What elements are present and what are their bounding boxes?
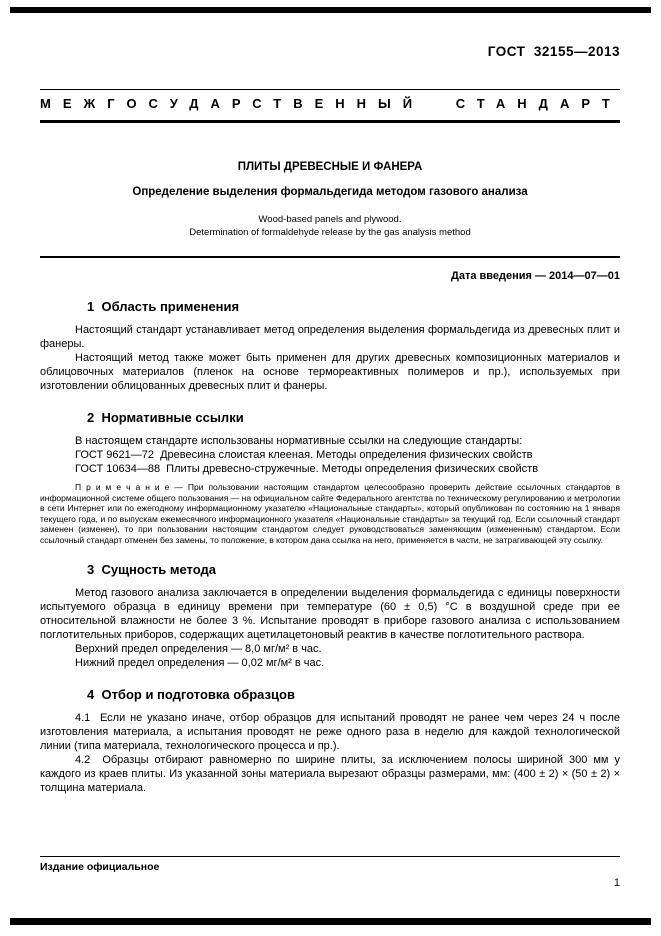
section-4-paragraph: 4.2 Образцы отбирают равномерно по ширине плиты, за исключением полосы шириной 300 мм у каждого из краев плиты. Из указанной зоны материала вырезают образцы размерами, мм: (400 ± 2) × (50 ± 2) × толщина материала. [40, 754, 620, 794]
title-method: Определение выделения формальдегида методом газового анализа [132, 186, 528, 198]
upper-limit-line: Верхний предел определения — 8,0 мг/м² в час. [75, 643, 322, 655]
top-rule-bar [10, 7, 651, 13]
section-1-paragraph: Настоящий стандарт устанавливает метод определения выделения формальдегида из древесных плит и фанеры. [40, 324, 620, 350]
normative-reference: ГОСТ 10634—88 Плиты древесно-стружечные. Методы определения физических свойств [75, 463, 539, 475]
header-divider-rule [40, 256, 620, 258]
title-english-line2: Determination of formaldehyde release by the gas analysis method [189, 227, 471, 238]
normative-reference: ГОСТ 9621—72 Древесина слоистая клееная. Методы определения физических свойств [75, 449, 533, 461]
footer-divider-rule [40, 856, 620, 857]
official-edition-label: Издание официальное [40, 861, 160, 873]
section-1-heading: 1 Область применения [87, 299, 240, 314]
section-4-heading: 4 Отбор и подготовка образцов [87, 687, 295, 702]
section-2-heading: 2 Нормативные ссылки [87, 410, 244, 425]
title-subject: ПЛИТЫ ДРЕВЕСНЫЕ И ФАНЕРА [237, 161, 423, 173]
section-3-heading: 3 Сущность метода [87, 562, 216, 577]
page-number: 1 [613, 877, 620, 889]
effective-date: Дата введения — 2014—07—01 [451, 270, 620, 282]
title-english [40, 213, 620, 239]
bottom-rule-bar [10, 918, 651, 925]
section-4-paragraph: 4.1 Если не указано иначе, отбор образцов для испытаний проводят не ранее чем через 24 ч после изготовления материала, а испытания проводят не реже одного раза в неделю для каждой технологической линии (типа материала, технологического процесса и пр.). [40, 712, 620, 752]
standard-type-text: МЕЖГОСУДАРСТВЕННЫЙ СТАНДАРТ [40, 96, 622, 111]
section-1-paragraph: Настоящий метод также может быть применен для других древесных композиционных материалов и облицовочных материалов (пленок на основе термореактивных полимеров и пр.), используемых при изготовлении облицованных древесных плит и фанеры. [40, 352, 620, 392]
section-2-intro: В настоящем стандарте использованы нормативные ссылки на следующие стандарты: [75, 435, 523, 447]
doc-number: ГОСТ 32155—2013 [487, 44, 620, 59]
section-2-note: П р и м е ч а н и е — При пользовании настоящим стандартом целесообразно проверить действие ссылочных стандартов в информационной системе общего пользования — на официальном сайте Федерального агентства по техническому регулированию и метрологии в сети Интернет или по ежегодному информационному указателю «Национальные стандарты», который опубликован по состоянию на 1 января текущего года, и по выпускам ежемесячного информационного указателя «Национальные стандарты» за текущий год. Если ссылочный стандарт заменен (изменен), то при пользовании настоящим стандартом следует руководствоваться заменяющим (измененным) стандартом. Если ссылочный стандарт отменен без замены, то положение, в котором дана ссылка на него, применяется в части, не затрагивающей эту ссылку. [40, 482, 620, 545]
section-3-paragraph: Метод газового анализа заключается в определении выделения формальдегида с единицы поверхности испытуемого образца в единицу времени при температуре (60 ± 0,5) °С в воздушной среде при ее относительной влажности не более 3 %. Испытание проводят в приборе газового анализа с использованием поглотительных приборов, содержащих ацетилацетоновый реактив в качестве поглотительного раствора. [40, 587, 620, 641]
lower-limit-line: Нижний предел определения — 0,02 мг/м² в час. [75, 657, 325, 669]
standard-type-banner [40, 89, 620, 123]
title-english-line1: Wood-based panels and plywood. [258, 214, 402, 225]
